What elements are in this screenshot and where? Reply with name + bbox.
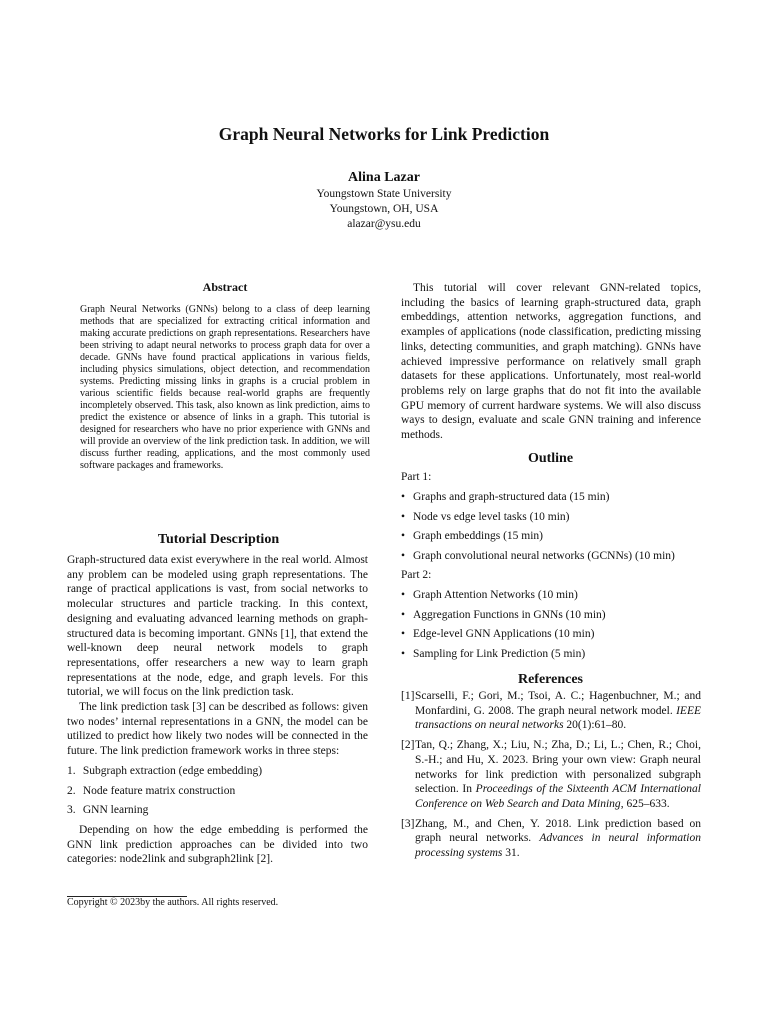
- outline-item: [401, 588, 706, 602]
- bullet: •: [401, 589, 406, 601]
- author-name: Alina Lazar: [348, 170, 420, 185]
- reference-number: [3]: [401, 817, 415, 830]
- tutorial-paragraph-2: The link prediction task [3] can be described as follows: given two nodes’ internal representations in a GNN, the model can be utilized to predict how likely two nodes will be connected in the future. The link prediction framework works in three steps:: [67, 701, 368, 758]
- bullet: •: [401, 530, 406, 542]
- references-list: [401, 689, 701, 866]
- tutorial-description-body: [67, 553, 368, 867]
- tutorial-description-heading: Tutorial Description: [157, 532, 280, 547]
- part-2-label: Part 2:: [401, 569, 432, 581]
- outline-item-text: Graphs and graph-structured data (15 min): [413, 491, 610, 503]
- outline-item-text: Graph Attention Networks (10 min): [413, 589, 578, 601]
- reference-venue: Advances in neural information processing systems: [415, 832, 702, 860]
- part-1-label: Part 1:: [401, 471, 432, 483]
- outline-item: [401, 608, 706, 622]
- part-1-list: [401, 490, 706, 563]
- tutorial-paragraph-3: Depending on how the edge embedding is performed the GNN link prediction approaches can be divided into two categories: node2link and subgraph2link [2].: [67, 823, 368, 866]
- framework-steps-list: [67, 764, 368, 818]
- author-affiliation: [0, 187, 768, 232]
- affiliation-email: alazar@ysu.edu: [347, 218, 421, 230]
- framework-step: [67, 764, 368, 779]
- reference-text: Tan, Q.; Zhang, X.; Liu, N.; Zha, D.; Li, L.; Chen, R.; Choi, S.-H.; and Hu, X. 2023. Bring your own view: Graph neural networks for link prediction with personalized subgraph selection. In: [415, 739, 701, 796]
- part-2-list: [401, 588, 706, 661]
- outline-item-text: Aggregation Functions in GNNs (10 min): [413, 608, 606, 621]
- reference-venue: Proceedings of the Sixteenth ACM International Conference on Web Search and Data Mining: [415, 783, 701, 810]
- outline-section: [401, 470, 706, 666]
- outline-item-text: Graph embeddings (15 min): [413, 530, 543, 542]
- bullet: •: [401, 549, 406, 562]
- reference-text: Scarselli, F.; Gori, M.; Tsoi, A. C.; Hagenbuchner, M.; and Monfardini, G. 2008. The graph neural network model.: [415, 690, 701, 717]
- outline-item: [401, 490, 706, 504]
- abstract-text: Graph Neural Networks (GNNs) belong to a class of deep learning methods that are specialized for extracting critical information and making accurate predictions on graph representations. Researchers have been striving to adapt neural networks to process graph data for over a decade. GNNs have found practical applications in various fields, including physics simulations, object detection, and recommendation systems. Predicting missing links in graphs is a crucial problem in various scientific fields because real-world graphs are frequently incompletely observed. This task, also known as link prediction, aims to predict the existence or absence of links in a graph. This tutorial is designed for researchers who have no prior experience with GNNs and will provide an overview of the link prediction task. In addition, we will discuss further reading, applications, and the most commonly used software packages and frameworks.: [80, 304, 370, 471]
- reference-text: Zhang, M., and Chen, Y. 2018. Link prediction based on graph neural networks.: [415, 817, 701, 845]
- bullet: •: [401, 491, 406, 503]
- outline-item-text: Node vs edge level tasks (10 min): [413, 510, 570, 523]
- bullet: •: [401, 510, 406, 523]
- outline-item-text: Edge-level GNN Applications (10 min): [413, 628, 595, 640]
- paper-title: Graph Neural Networks for Link Prediction: [218, 124, 550, 144]
- tutorial-paragraph-1: Graph-structured data exist everywhere in the real world. Almost any problem can be modeled using graph representations. The range of practical applications is vast, from social networks to molecular structures and particle tracking. In this context, designing and evaluating advanced learning methods on graph-structured data is becoming important. GNNs [1], that extend the well-known deep neural network models to graph representations, offer researchers a new way to learn graph representations at the node, edge, and graph levels. For this tutorial, we will focus on the link prediction task.: [67, 554, 368, 699]
- reference-venue: IEEE transactions on neural networks: [415, 704, 701, 732]
- reference-details: 31.: [502, 847, 520, 860]
- outline-item: [401, 647, 706, 661]
- reference-number: [2]: [401, 739, 415, 752]
- step-text: GNN learning: [82, 804, 149, 817]
- outline-item-text: Graph convolutional neural networks (GCNNs) (10 min): [413, 549, 675, 562]
- outline-item: [401, 510, 706, 524]
- reference-entry: [401, 817, 701, 861]
- step-number: 2.: [67, 784, 76, 797]
- references-heading: References: [517, 672, 584, 687]
- affiliation-university: Youngstown State University: [316, 188, 452, 200]
- reference-number: [1]: [401, 690, 415, 702]
- tutorial-overview-paragraph: This tutorial will cover relevant GNN-related topics, including the basics of learning graph-structured data, graph embeddings, attention networks, aggregation functions, and examples of applications (node classification, predicting missing links, detecting communities, and graph matching). GNNs have achieved impressive performance on relatively small graph datasets for these applications. Unfortunately, most real-world problems rely on large graphs that do not fit into the available GPU memory of current hardware systems. We will also discuss ways to design, evaluate and scale GNN training and inference methods.: [401, 282, 701, 442]
- step-number: 1.: [67, 764, 76, 777]
- abstract-heading: Abstract: [202, 280, 248, 294]
- step-text: Node feature matrix construction: [82, 784, 236, 797]
- outline-item: [401, 549, 706, 563]
- step-number: 3.: [67, 804, 76, 817]
- outline-item: [401, 529, 706, 543]
- bullet: •: [401, 608, 406, 621]
- outline-item: [401, 627, 706, 641]
- affiliation-location: Youngstown, OH, USA: [329, 203, 439, 215]
- reference-details: 20(1):61–80.: [563, 719, 627, 732]
- bullet: •: [401, 647, 406, 660]
- bullet: •: [401, 628, 406, 640]
- copyright-notice: Copyright © 2023by the authors. All rights reserved.: [67, 897, 279, 908]
- outline-heading: Outline: [527, 451, 574, 466]
- framework-step: [67, 803, 368, 818]
- outline-item-text: Sampling for Link Prediction (5 min): [413, 647, 586, 660]
- reference-details: , 625–633.: [620, 797, 670, 810]
- framework-step: [67, 784, 368, 799]
- reference-entry: [401, 738, 701, 812]
- step-text: Subgraph extraction (edge embedding): [82, 764, 263, 777]
- reference-entry: [401, 689, 701, 733]
